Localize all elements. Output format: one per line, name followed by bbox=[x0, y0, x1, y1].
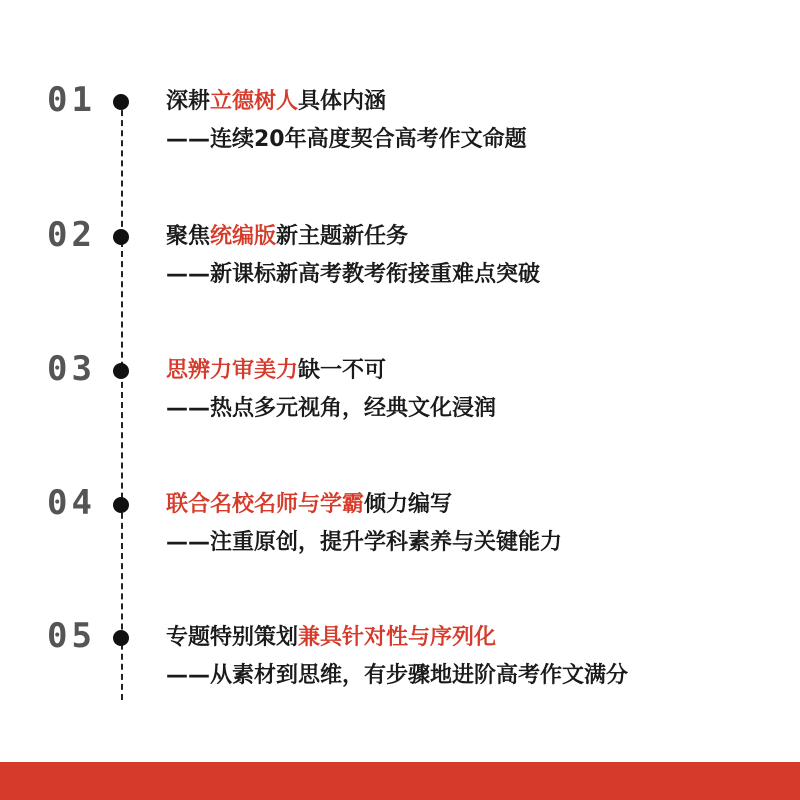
item-number: 01 bbox=[47, 80, 96, 120]
item-title bbox=[166, 489, 452, 521]
item-subtitle: ——新课标新高考教考衔接重难点突破 bbox=[166, 262, 541, 287]
item-subtitle: ——热点多元视角，经典文化浸润 bbox=[166, 396, 497, 421]
item-title-pre: 专题特别策划 bbox=[166, 625, 299, 650]
timeline-dot-icon bbox=[113, 497, 129, 513]
item-title bbox=[166, 355, 386, 387]
timeline-dot-icon bbox=[113, 363, 129, 379]
item-title bbox=[166, 86, 386, 118]
item-title-highlight: 思辨力审美力 bbox=[166, 358, 299, 383]
item-number: 02 bbox=[47, 215, 96, 255]
item-title-highlight: 兼具针对性与序列化 bbox=[298, 625, 497, 650]
bottom-accent-bar bbox=[0, 762, 800, 800]
item-title-post: 具体内涵 bbox=[298, 89, 387, 114]
item-title bbox=[166, 221, 408, 253]
timeline-dot-icon bbox=[113, 229, 129, 245]
list-item bbox=[0, 80, 800, 176]
item-title-pre: 深耕 bbox=[166, 89, 211, 114]
item-number: 04 bbox=[47, 483, 96, 523]
list-item bbox=[0, 215, 800, 311]
item-number: 05 bbox=[47, 616, 96, 656]
item-title-highlight: 立德树人 bbox=[210, 89, 299, 114]
list-item bbox=[0, 616, 800, 712]
list-item bbox=[0, 349, 800, 445]
item-title-post: 缺一不可 bbox=[298, 358, 387, 383]
timeline-dot-icon bbox=[113, 630, 129, 646]
item-title-highlight: 联合名校名师与学霸 bbox=[166, 492, 365, 517]
item-title-pre: 聚焦 bbox=[166, 224, 211, 249]
item-subtitle: ——连续20年高度契合高考作文命题 bbox=[166, 127, 527, 152]
item-subtitle: ——注重原创，提升学科素养与关键能力 bbox=[166, 530, 563, 555]
item-title-post: 倾力编写 bbox=[364, 492, 453, 517]
timeline-dot-icon bbox=[113, 94, 129, 110]
list-item bbox=[0, 483, 800, 579]
item-title bbox=[166, 622, 496, 654]
item-subtitle: ——从素材到思维，有步骤地进阶高考作文满分 bbox=[166, 663, 629, 688]
item-title-post: 新主题新任务 bbox=[276, 224, 409, 249]
item-number: 03 bbox=[47, 349, 96, 389]
item-title-highlight: 统编版 bbox=[210, 224, 277, 249]
